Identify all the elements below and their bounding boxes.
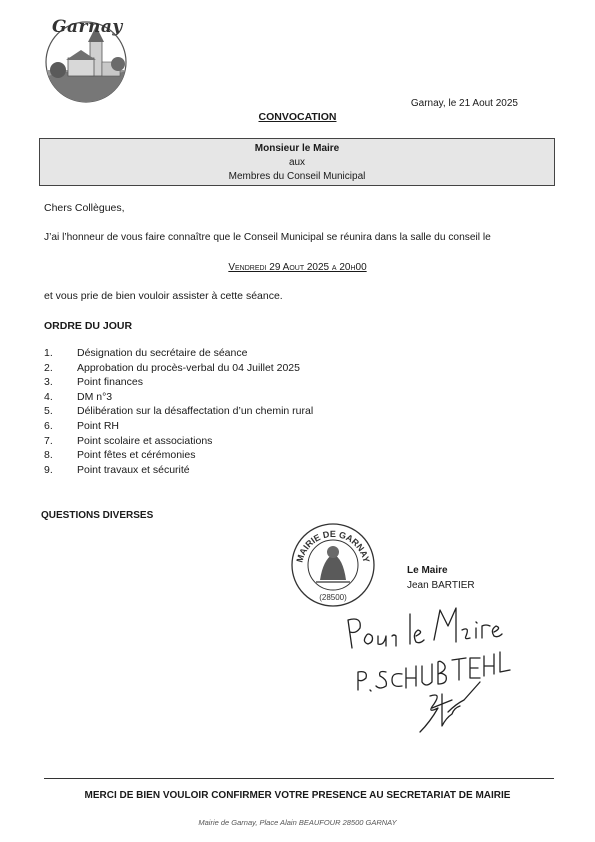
agenda-item-label: Délibération sur la désaffectation d’un chemin rural — [77, 405, 314, 418]
agenda-item-number: 1. — [44, 347, 53, 359]
agenda-item-label: Approbation du procès-verbal du 04 Juillet 2025 — [77, 361, 300, 374]
stamp-text: MAIRIE DE GARNAY — [294, 529, 372, 564]
agenda-item-number: 3. — [44, 376, 53, 389]
recipient-line-2: aux — [288, 157, 306, 168]
agenda-item — [44, 448, 313, 463]
agenda-item-number: 9. — [44, 463, 53, 476]
agenda-item-label: Point scolaire et associations — [77, 434, 213, 447]
document-title: CONVOCATION — [258, 111, 337, 123]
agenda-item-number: 6. — [44, 419, 53, 432]
agenda-item — [44, 361, 313, 376]
agenda-item-label: Point finances — [77, 376, 143, 389]
agenda-item — [44, 434, 313, 449]
meeting-date: Vendredi 29 Aout 2025 a 20h00 — [228, 262, 367, 273]
agenda-item — [44, 463, 313, 478]
footer-divider — [44, 778, 554, 779]
agenda-item-label: DM n°3 — [77, 390, 113, 403]
greeting: Chers Collègues, — [44, 202, 125, 214]
agenda-list — [44, 346, 313, 477]
recipient-box — [39, 138, 555, 186]
agenda-heading: ORDRE DU JOUR — [44, 320, 133, 332]
footer-address: Mairie de Garnay, Place Alain BEAUFOUR 28500 GARNAY — [198, 818, 397, 827]
signatory-name: Jean BARTIER — [407, 580, 475, 591]
agenda-item-number: 2. — [44, 361, 53, 374]
date-line: Garnay, le 21 Aout 2025 — [410, 98, 518, 109]
intro-paragraph: J’ai l’honneur de vous faire connaître que le Conseil Municipal se réunira dans la salle du conseil le — [44, 232, 491, 243]
agenda-item-number: 5. — [44, 405, 53, 418]
agenda-item — [44, 346, 313, 361]
agenda-item-label: Désignation du secrétaire de séance — [77, 347, 248, 359]
questions-diverses: QUESTIONS DIVERSES — [41, 510, 154, 521]
agenda-item-label: Point RH — [77, 419, 120, 432]
signatory-title: Le Maire — [407, 565, 448, 576]
logo-title: Garnay — [52, 17, 123, 37]
agenda-item — [44, 404, 313, 419]
handwritten-signature — [330, 596, 520, 736]
agenda-item-number: 4. — [44, 390, 53, 403]
agenda-item-number: 7. — [44, 434, 53, 447]
stamp-postcode: (28500) — [319, 593, 347, 602]
agenda-item-number: 8. — [44, 449, 53, 462]
closing-sentence: et vous prie de bien vouloir assister à cette séance. — [44, 290, 283, 302]
agenda-item — [44, 390, 313, 405]
agenda-item — [44, 419, 313, 434]
agenda-item-label: Point fêtes et cérémonies — [77, 449, 196, 462]
agenda-item — [44, 375, 313, 390]
recipient-line-3: Membres du Conseil Municipal — [228, 171, 366, 182]
recipient-line-1: Monsieur le Maire — [254, 143, 340, 154]
agenda-item-label: Point travaux et sécurité — [77, 463, 190, 476]
confirmation-notice: MERCI DE BIEN VOULOIR CONFIRMER VOTRE PRESENCE AU SECRETARIAT DE MAIRIE — [84, 790, 511, 801]
